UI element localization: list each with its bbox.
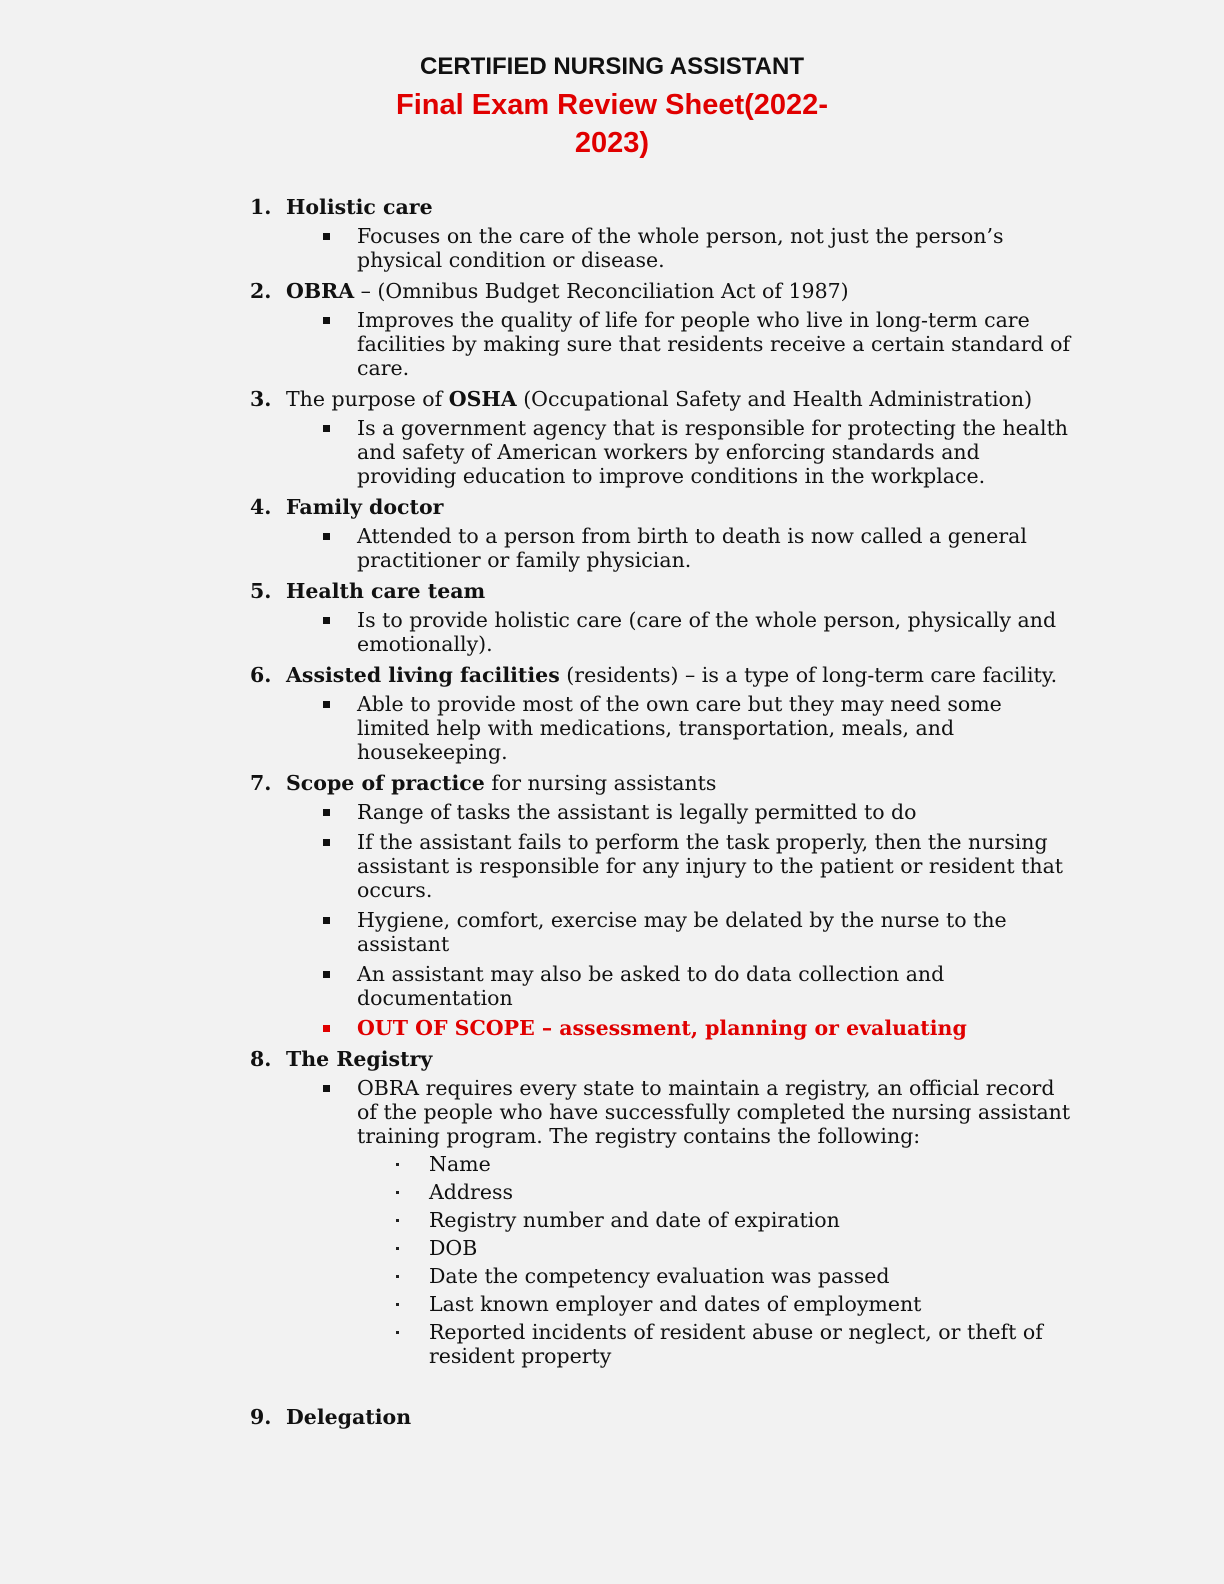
sub-bullet-point [429, 1292, 1080, 1316]
bullet-point [357, 908, 1080, 956]
item-term: Family doctor [286, 495, 444, 519]
item-term: The Registry [286, 1047, 433, 1071]
dot-bullet-icon [396, 1219, 399, 1222]
dot-bullet-icon [396, 1163, 399, 1166]
list-item [250, 770, 1080, 1040]
list-item [250, 278, 1080, 380]
sub-bullet-point [429, 1180, 1080, 1204]
square-bullet-icon [323, 233, 330, 240]
bullet-point [357, 308, 1080, 380]
item-term-detail: for nursing assistants [484, 771, 717, 795]
out-of-scope-text: OUT OF SCOPE – assessment, planning or evaluating [357, 1016, 967, 1040]
item-heading [250, 770, 1080, 796]
item-term: Assisted living facilities [286, 663, 560, 687]
sub-bullet-text: DOB [429, 1236, 478, 1260]
bullet-text: If the assistant fails to perform the task properly, then the nursing assistant is responsible for any injury to the patient or resident that occurs. [357, 830, 1064, 902]
bullet-text: Attended to a person from birth to death is now called a general practitioner or family physician. [357, 524, 1027, 572]
item-number: 7. [250, 771, 272, 795]
dot-bullet-icon [396, 1331, 399, 1334]
item-term-detail: (Occupational Safety and Health Administration) [516, 387, 1033, 411]
sub-bullet-point [429, 1264, 1080, 1288]
square-bullet-icon [323, 425, 330, 432]
bullet-text: Range of tasks the assistant is legally permitted to do [357, 800, 917, 824]
list-item [250, 578, 1080, 656]
item-number: 4. [250, 495, 272, 519]
dot-bullet-icon [396, 1275, 399, 1278]
item-term-detail: – (Omnibus Budget Reconciliation Act of 1987) [354, 279, 849, 303]
square-bullet-icon [323, 917, 330, 924]
list-item [250, 1046, 1080, 1368]
bullet-point [357, 416, 1080, 488]
item-term: Scope of practice [286, 771, 485, 795]
item-number: 8. [250, 1047, 272, 1071]
list-item [250, 386, 1080, 488]
bullet-text: Able to provide most of the own care but they may need some limited help with medications, transportation, meals, and housekeeping. [357, 692, 1002, 764]
bullet-point [357, 224, 1080, 272]
item-term-detail: (residents) – is a type of long-term care facility. [559, 663, 1058, 687]
item-heading [250, 494, 1080, 520]
item-heading [250, 386, 1080, 412]
item-term: Holistic care [286, 195, 433, 219]
item-number: 3. [250, 387, 272, 411]
sub-bullet-text: Address [429, 1180, 514, 1204]
bullet-text: Is to provide holistic care (care of the whole person, physically and emotionally). [357, 608, 1057, 656]
review-list [250, 194, 1080, 1434]
item-heading [250, 194, 1080, 220]
square-bullet-icon [323, 1025, 330, 1032]
square-bullet-icon [323, 701, 330, 708]
item-heading [250, 1404, 1080, 1430]
item-heading [250, 278, 1080, 304]
registry-contents-list [357, 1152, 1080, 1368]
square-bullet-icon [323, 839, 330, 846]
document-title: CERTIFIED NURSING ASSISTANT [419, 53, 804, 80]
bullet-text: Focuses on the care of the whole person, not just the person’s physical condition or disease. [357, 224, 1004, 272]
item-number: 1. [250, 195, 272, 219]
sub-bullet-text: Name [429, 1152, 491, 1176]
list-item [250, 1404, 1080, 1430]
item-heading [250, 662, 1080, 688]
sub-bullet-point [429, 1152, 1080, 1176]
square-bullet-icon [323, 317, 330, 324]
bullet-point [357, 962, 1080, 1010]
dot-bullet-icon [396, 1247, 399, 1250]
sub-bullet-text: Registry number and date of expiration [429, 1208, 840, 1232]
dot-bullet-icon [396, 1191, 399, 1194]
sub-bullet-point [429, 1208, 1080, 1232]
bullet-point [357, 692, 1080, 764]
item-number: 9. [250, 1405, 272, 1429]
out-of-scope-bullet [357, 1016, 1080, 1040]
sub-bullet-text: Date the competency evaluation was passed [429, 1264, 890, 1288]
bullet-text: Is a government agency that is responsible for protecting the health and safety of American workers by enforcing standards and providing education to improve conditions in the workplace. [357, 416, 1069, 488]
bullet-point [357, 800, 1080, 824]
bullet-text: Hygiene, comfort, exercise may be delated by the nurse to the assistant [357, 908, 1007, 956]
sub-bullet-text: Reported incidents of resident abuse or neglect, or theft of resident property [429, 1320, 1043, 1368]
bullet-text: An assistant may also be asked to do data collection and documentation [357, 962, 945, 1010]
item-term: Health care team [286, 579, 486, 603]
bullet-point [357, 608, 1080, 656]
item-heading [250, 578, 1080, 604]
bullet-point [357, 524, 1080, 572]
item-number: 2. [250, 279, 272, 303]
spacer [250, 1374, 1080, 1404]
sub-bullet-point [429, 1236, 1080, 1260]
document-subtitle: Final Exam Review Sheet(2022-2023) [396, 89, 828, 159]
list-item [250, 194, 1080, 272]
dot-bullet-icon [396, 1303, 399, 1306]
item-term-prefix: The purpose of [286, 387, 449, 411]
list-item [250, 494, 1080, 572]
bullet-text: Improves the quality of life for people who live in long-term care facilities by making sure that residents receive a certain standard of care. [357, 308, 1071, 380]
item-term: Delegation [286, 1405, 412, 1429]
square-bullet-icon [323, 1085, 330, 1092]
sub-bullet-text: Last known employer and dates of employment [429, 1292, 922, 1316]
item-term: OSHA [448, 387, 517, 411]
item-number: 5. [250, 579, 272, 603]
bullet-point [357, 1076, 1080, 1368]
list-item [250, 662, 1080, 764]
bullet-point [357, 830, 1080, 902]
bullet-text: OBRA requires every state to maintain a registry, an official record of the people who have successfully completed the nursing assistant training program. The registry contains the following: [357, 1076, 1071, 1148]
square-bullet-icon [323, 533, 330, 540]
item-term: OBRA [286, 279, 355, 303]
square-bullet-icon [323, 809, 330, 816]
square-bullet-icon [323, 971, 330, 978]
sub-bullet-point [429, 1320, 1080, 1368]
document-header [0, 52, 1224, 162]
item-heading [250, 1046, 1080, 1072]
square-bullet-icon [323, 617, 330, 624]
item-number: 6. [250, 663, 272, 687]
